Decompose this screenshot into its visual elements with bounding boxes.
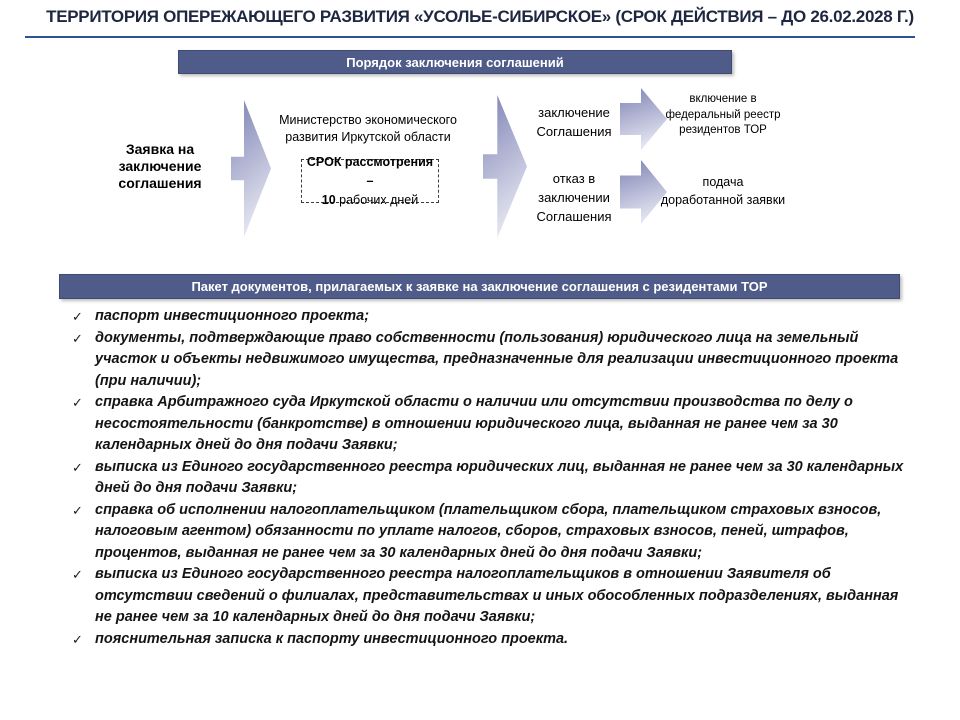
page-title: ТЕРРИТОРИЯ ОПЕРЕЖАЮЩЕГО РАЗВИТИЯ «УСОЛЬЕ-СИБИРСКОЕ» (СРОК ДЕЙСТВИЯ – ДО 26.02.2028 Г.) (46, 7, 914, 26)
doc-item-text: паспорт инвестиционного проекта; (95, 308, 370, 324)
review-term-value: 10 (321, 192, 336, 207)
doc-item-text: выписка из Единого государственного реестра налогоплательщиков в отношении Заявителя об отсутствии сведений о филиалах, представительствах и иных обособленных подразделениях, выданная не ранее чем за 10 календарных дней до дня подачи Заявки; (95, 566, 899, 625)
flow-application-label: Заявка на заключение соглашения (118, 141, 202, 191)
outcome-negative-label: отказ в заключении Соглашения (536, 171, 612, 224)
checkmark-icon: ✓ (72, 567, 83, 582)
title-divider (25, 36, 915, 38)
checkmark-icon: ✓ (72, 631, 83, 647)
ministry-label: Министерство экономического развития Иркутской области (279, 113, 457, 144)
list-item (72, 392, 910, 457)
result-arrow-positive-icon (620, 88, 667, 150)
doc-item-text: справка об исполнении налогоплательщиком (плательщиком сбора, плательщиком страховых взносов, налоговым агентом) обязанности по уплате налогов, сборов, страховых взносов, пеней, штрафов, процентов, выданная не ранее чем за 30 календарных дней до дня подачи Заявки; (95, 501, 882, 561)
checkmark-icon: ✓ (72, 459, 83, 475)
list-item (72, 564, 910, 629)
result-positive-label: включение в федеральный реестр резидентов ТОР (665, 93, 781, 136)
checkmark-icon: ✓ (72, 502, 83, 518)
review-term-line (322, 191, 418, 210)
result-negative-label: подача доработанной заявки (660, 175, 786, 207)
checkmark-icon: ✓ (72, 395, 83, 410)
list-item (72, 306, 910, 328)
flow-arrow-right-icon (231, 100, 271, 237)
doc-item-text: пояснительная записка к паспорту инвестиционного проекта. (95, 630, 569, 647)
checkmark-icon: ✓ (72, 330, 83, 346)
checkmark-icon: ✓ (72, 309, 83, 324)
flow-arrow-right-icon (483, 95, 527, 238)
review-term-box (301, 154, 439, 207)
doc-item-text: справка Арбитражного суда Иркутской области о наличии или отсутствии производства по делу о несостоятельности (банкротстве) в отношении юридического лица, выданная не ранее чем за 30 календарных дней до дня подачи Заявки; (95, 394, 853, 453)
doc-item-text: выписка из Единого государственного реестра юридических лиц, выданная не ранее чем за 30 календарных дней до дня подачи Заявки; (95, 458, 904, 496)
list-item (72, 500, 910, 565)
list-item (72, 457, 910, 500)
document-list (72, 306, 910, 650)
outcome-positive-label: заключение Соглашения (536, 105, 612, 139)
list-item (72, 629, 910, 651)
section-header-agreements: Порядок заключения соглашений (178, 50, 732, 74)
list-item (72, 328, 910, 393)
review-term-unit: рабочих дней (335, 192, 419, 207)
section-header-documents: Пакет документов, прилагаемых к заявке на заключение соглашения с резидентами ТОР (59, 274, 900, 299)
review-term-title: СРОК рассмотрения – (306, 154, 434, 188)
doc-item-text: документы, подтверждающие право собственности (пользования) юридического лица на земельный участок и объекты недвижимого имущества, предназначенные для реализации инвестиционного проекта (при наличии); (95, 329, 899, 389)
